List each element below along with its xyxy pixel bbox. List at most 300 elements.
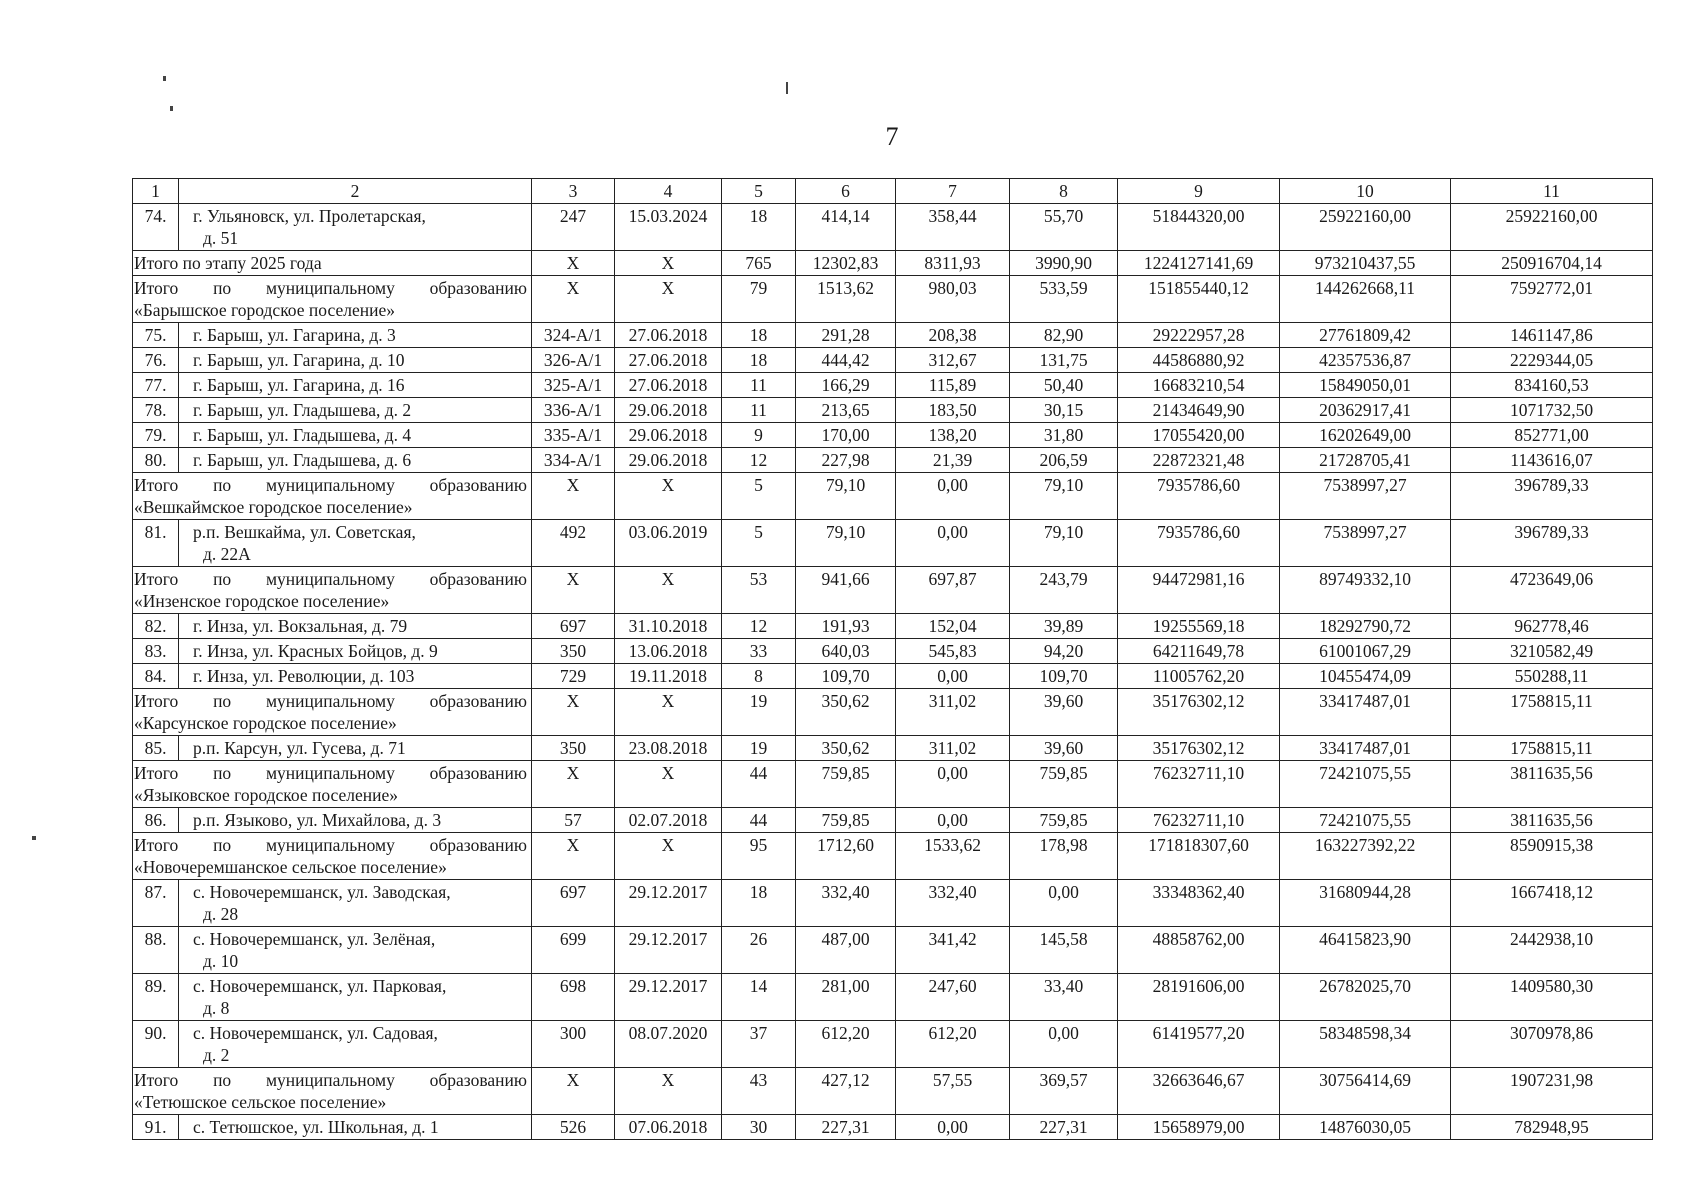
cell-date: 29.06.2018 xyxy=(615,398,722,423)
cell-area-total: 281,00 xyxy=(796,974,896,1021)
cell-area-b: 79,10 xyxy=(1010,520,1118,567)
cell-number: 334-А/1 xyxy=(532,448,615,473)
cell-cost-fund: 18292790,72 xyxy=(1280,614,1451,639)
address-cell xyxy=(179,373,532,398)
cell-residents: 33 xyxy=(722,639,796,664)
cell-area-a: 332,40 xyxy=(896,880,1010,927)
cell-residents: 95 xyxy=(722,833,796,880)
cell-date: 02.07.2018 xyxy=(615,808,722,833)
table-row xyxy=(133,348,1653,373)
cell-cost-total: 61419577,20 xyxy=(1118,1021,1280,1068)
total-label-word: Итого xyxy=(134,569,179,589)
cell-area-total: 166,29 xyxy=(796,373,896,398)
cell-date: 29.06.2018 xyxy=(615,423,722,448)
cell-cost-local: 2229344,05 xyxy=(1451,348,1653,373)
cell-area-a: 0,00 xyxy=(896,520,1010,567)
cell-area-total: 444,42 xyxy=(796,348,896,373)
address-cell xyxy=(179,1115,532,1140)
cell-area-a: 311,02 xyxy=(896,736,1010,761)
cell-residents: 79 xyxy=(722,276,796,323)
cell-area-total: 1513,62 xyxy=(796,276,896,323)
column-number-4: 4 xyxy=(615,179,722,204)
cell-residents: 11 xyxy=(722,398,796,423)
row-number: 80. xyxy=(133,448,179,473)
column-number-7: 7 xyxy=(896,179,1010,204)
cell-cost-total: 32663646,67 xyxy=(1118,1068,1280,1115)
cell-cost-total: 76232711,10 xyxy=(1118,808,1280,833)
table-body xyxy=(133,179,1653,1140)
table-row xyxy=(133,639,1653,664)
cell-area-a: 183,50 xyxy=(896,398,1010,423)
municipality-name: «Карсунское городское поселение» xyxy=(134,713,397,733)
cell-date: 27.06.2018 xyxy=(615,323,722,348)
cell-cost-local: 3811635,56 xyxy=(1451,808,1653,833)
address-line-2: д. 8 xyxy=(203,998,230,1018)
cell-number: 325-А/1 xyxy=(532,373,615,398)
cell-area-a: 311,02 xyxy=(896,689,1010,736)
address-line-2: д. 28 xyxy=(203,904,239,924)
cell-area-b: 39,60 xyxy=(1010,736,1118,761)
cell-cost-total: 76232711,10 xyxy=(1118,761,1280,808)
address-line-1: с. Новочеремшанск, ул. Заводская, xyxy=(193,882,451,902)
cell-date: 19.11.2018 xyxy=(615,664,722,689)
cell-number: X xyxy=(532,833,615,880)
cell-date: 15.03.2024 xyxy=(615,204,722,251)
cell-area-b: 206,59 xyxy=(1010,448,1118,473)
cell-residents: 18 xyxy=(722,204,796,251)
cell-area-a: 980,03 xyxy=(896,276,1010,323)
cell-area-a: 0,00 xyxy=(896,1115,1010,1140)
cell-area-b: 55,70 xyxy=(1010,204,1118,251)
cell-area-a: 138,20 xyxy=(896,423,1010,448)
address-cell xyxy=(179,880,532,927)
cell-number: 698 xyxy=(532,974,615,1021)
total-label-word: по xyxy=(213,835,232,855)
table-row xyxy=(133,614,1653,639)
cell-cost-total: 35176302,12 xyxy=(1118,736,1280,761)
cell-cost-fund: 33417487,01 xyxy=(1280,736,1451,761)
address-line-1: с. Новочеремшанск, ул. Садовая, xyxy=(193,1023,438,1043)
cell-cost-local: 250916704,14 xyxy=(1451,251,1653,276)
cell-area-b: 0,00 xyxy=(1010,880,1118,927)
row-number: 91. xyxy=(133,1115,179,1140)
cell-area-total: 213,65 xyxy=(796,398,896,423)
row-number: 79. xyxy=(133,423,179,448)
cell-cost-local: 3210582,49 xyxy=(1451,639,1653,664)
cell-cost-total: 11005762,20 xyxy=(1118,664,1280,689)
total-label-word: образованию xyxy=(429,691,527,711)
page-number: 7 xyxy=(885,122,899,151)
cell-cost-total: 19255569,18 xyxy=(1118,614,1280,639)
municipality-total-row xyxy=(133,833,1653,880)
table-row xyxy=(133,880,1653,927)
total-label-word: муниципальному xyxy=(265,691,395,711)
cell-residents: 19 xyxy=(722,736,796,761)
total-label-word: по xyxy=(213,691,232,711)
cell-area-a: 208,38 xyxy=(896,323,1010,348)
cell-cost-fund: 33417487,01 xyxy=(1280,689,1451,736)
cell-cost-total: 15658979,00 xyxy=(1118,1115,1280,1140)
cell-cost-total: 151855440,12 xyxy=(1118,276,1280,323)
cell-residents: 30 xyxy=(722,1115,796,1140)
address-line-2: д. 10 xyxy=(203,951,239,971)
scan-speck xyxy=(163,76,166,81)
cell-cost-local: 852771,00 xyxy=(1451,423,1653,448)
cell-number: 526 xyxy=(532,1115,615,1140)
cell-cost-local: 1907231,98 xyxy=(1451,1068,1653,1115)
column-number-header-row xyxy=(133,179,1653,204)
cell-cost-total: 171818307,60 xyxy=(1118,833,1280,880)
cell-cost-local: 8590915,38 xyxy=(1451,833,1653,880)
cell-residents: 18 xyxy=(722,880,796,927)
municipality-total-label xyxy=(133,1068,532,1115)
column-number-2: 2 xyxy=(179,179,532,204)
cell-cost-local: 1758815,11 xyxy=(1451,736,1653,761)
cell-cost-local: 1667418,12 xyxy=(1451,880,1653,927)
cell-cost-total: 28191606,00 xyxy=(1118,974,1280,1021)
total-label-word: образованию xyxy=(429,278,527,298)
cell-area-b: 31,80 xyxy=(1010,423,1118,448)
municipality-total-label xyxy=(133,833,532,880)
total-label-word: муниципальному xyxy=(265,763,395,783)
cell-cost-total: 33348362,40 xyxy=(1118,880,1280,927)
municipality-total-label xyxy=(133,276,532,323)
cell-date: X xyxy=(615,1068,722,1115)
cell-number: 336-А/1 xyxy=(532,398,615,423)
row-number: 76. xyxy=(133,348,179,373)
address-line-1: р.п. Вешкайма, ул. Советская, xyxy=(193,522,416,542)
cell-cost-local: 7592772,01 xyxy=(1451,276,1653,323)
cell-area-total: 759,85 xyxy=(796,808,896,833)
cell-number: 492 xyxy=(532,520,615,567)
cell-area-total: 640,03 xyxy=(796,639,896,664)
cell-residents: 12 xyxy=(722,448,796,473)
cell-cost-total: 35176302,12 xyxy=(1118,689,1280,736)
total-label-word: образованию xyxy=(429,569,527,589)
cell-cost-fund: 7538997,27 xyxy=(1280,520,1451,567)
cell-date: X xyxy=(615,251,722,276)
table-row xyxy=(133,520,1653,567)
total-label-word: муниципальному xyxy=(265,475,395,495)
address-cell xyxy=(179,614,532,639)
cell-cost-total: 1224127141,69 xyxy=(1118,251,1280,276)
address-cell xyxy=(179,736,532,761)
address-line-2: д. 51 xyxy=(203,228,239,248)
address-line-1: г. Барыш, ул. Гладышева, д. 2 xyxy=(193,400,412,420)
cell-cost-fund: 7538997,27 xyxy=(1280,473,1451,520)
cell-area-a: 545,83 xyxy=(896,639,1010,664)
table-row xyxy=(133,1115,1653,1140)
cell-cost-fund: 14876030,05 xyxy=(1280,1115,1451,1140)
cell-residents: 12 xyxy=(722,614,796,639)
cell-cost-local: 1409580,30 xyxy=(1451,974,1653,1021)
column-number-3: 3 xyxy=(532,179,615,204)
cell-number: 350 xyxy=(532,736,615,761)
cell-residents: 43 xyxy=(722,1068,796,1115)
cell-area-a: 8311,93 xyxy=(896,251,1010,276)
address-cell xyxy=(179,639,532,664)
cell-number: 300 xyxy=(532,1021,615,1068)
cell-residents: 19 xyxy=(722,689,796,736)
cell-area-a: 0,00 xyxy=(896,761,1010,808)
column-number-8: 8 xyxy=(1010,179,1118,204)
cell-area-a: 247,60 xyxy=(896,974,1010,1021)
cell-area-b: 50,40 xyxy=(1010,373,1118,398)
cell-area-b: 227,31 xyxy=(1010,1115,1118,1140)
cell-area-total: 612,20 xyxy=(796,1021,896,1068)
cell-cost-local: 1071732,50 xyxy=(1451,398,1653,423)
cell-area-b: 94,20 xyxy=(1010,639,1118,664)
cell-area-a: 57,55 xyxy=(896,1068,1010,1115)
cell-cost-fund: 16202649,00 xyxy=(1280,423,1451,448)
address-line-2: д. 22А xyxy=(203,544,251,564)
cell-residents: 11 xyxy=(722,373,796,398)
address-line-1: г. Инза, ул. Красных Бойцов, д. 9 xyxy=(193,641,438,661)
municipality-total-row xyxy=(133,473,1653,520)
scan-speck xyxy=(32,836,36,840)
cell-area-b: 39,89 xyxy=(1010,614,1118,639)
cell-date: X xyxy=(615,567,722,614)
cell-area-total: 227,98 xyxy=(796,448,896,473)
cell-cost-local: 1758815,11 xyxy=(1451,689,1653,736)
cell-cost-fund: 21728705,41 xyxy=(1280,448,1451,473)
total-label-word: Итого xyxy=(134,278,179,298)
cell-area-total: 427,12 xyxy=(796,1068,896,1115)
total-label-word: Итого xyxy=(134,691,179,711)
cell-date: 13.06.2018 xyxy=(615,639,722,664)
municipality-name: «Барышское городское поселение» xyxy=(134,300,395,320)
cell-date: X xyxy=(615,689,722,736)
address-line-1: г. Инза, ул. Вокзальная, д. 79 xyxy=(193,616,408,636)
cell-area-total: 414,14 xyxy=(796,204,896,251)
cell-number: 57 xyxy=(532,808,615,833)
cell-area-total: 109,70 xyxy=(796,664,896,689)
cell-residents: 14 xyxy=(722,974,796,1021)
cell-area-b: 33,40 xyxy=(1010,974,1118,1021)
cell-area-b: 0,00 xyxy=(1010,1021,1118,1068)
row-number: 88. xyxy=(133,927,179,974)
column-number-9: 9 xyxy=(1118,179,1280,204)
address-cell xyxy=(179,927,532,974)
cell-cost-total: 7935786,60 xyxy=(1118,473,1280,520)
cell-number: X xyxy=(532,567,615,614)
cell-date: 29.12.2017 xyxy=(615,974,722,1021)
cell-cost-total: 48858762,00 xyxy=(1118,927,1280,974)
table-row xyxy=(133,423,1653,448)
cell-date: 29.12.2017 xyxy=(615,927,722,974)
cell-residents: 26 xyxy=(722,927,796,974)
cell-cost-fund: 25922160,00 xyxy=(1280,204,1451,251)
cell-area-total: 12302,83 xyxy=(796,251,896,276)
cell-area-b: 39,60 xyxy=(1010,689,1118,736)
cell-area-a: 1533,62 xyxy=(896,833,1010,880)
cell-residents: 8 xyxy=(722,664,796,689)
cell-date: X xyxy=(615,276,722,323)
cell-date: 23.08.2018 xyxy=(615,736,722,761)
address-line-1: г. Барыш, ул. Гагарина, д. 3 xyxy=(193,325,396,345)
table-row xyxy=(133,323,1653,348)
cell-area-b: 3990,90 xyxy=(1010,251,1118,276)
cell-residents: 9 xyxy=(722,423,796,448)
cell-date: 29.12.2017 xyxy=(615,880,722,927)
cell-area-a: 358,44 xyxy=(896,204,1010,251)
stage-total-label: Итого по этапу 2025 года xyxy=(133,251,532,276)
row-number: 90. xyxy=(133,1021,179,1068)
cell-area-total: 1712,60 xyxy=(796,833,896,880)
address-line-1: с. Тетюшское, ул. Школьная, д. 1 xyxy=(193,1117,439,1137)
municipality-name: «Вешкаймское городское поселение» xyxy=(134,497,413,517)
table-row xyxy=(133,448,1653,473)
total-label-word: Итого xyxy=(134,835,179,855)
cell-date: 27.06.2018 xyxy=(615,373,722,398)
cell-date: 08.07.2020 xyxy=(615,1021,722,1068)
cell-cost-total: 94472981,16 xyxy=(1118,567,1280,614)
cell-cost-fund: 42357536,87 xyxy=(1280,348,1451,373)
cell-residents: 18 xyxy=(722,323,796,348)
cell-cost-total: 7935786,60 xyxy=(1118,520,1280,567)
municipality-total-row xyxy=(133,276,1653,323)
address-cell xyxy=(179,974,532,1021)
cell-date: 31.10.2018 xyxy=(615,614,722,639)
cell-cost-local: 3070978,86 xyxy=(1451,1021,1653,1068)
cell-area-a: 312,67 xyxy=(896,348,1010,373)
cell-residents: 5 xyxy=(722,473,796,520)
municipality-total-row xyxy=(133,567,1653,614)
column-number-1: 1 xyxy=(133,179,179,204)
cell-area-b: 533,59 xyxy=(1010,276,1118,323)
cell-residents: 5 xyxy=(722,520,796,567)
column-number-5: 5 xyxy=(722,179,796,204)
address-line-1: г. Барыш, ул. Гагарина, д. 10 xyxy=(193,350,405,370)
address-line-1: г. Ульяновск, ул. Пролетарская, xyxy=(193,206,426,226)
row-number: 86. xyxy=(133,808,179,833)
cell-area-b: 79,10 xyxy=(1010,473,1118,520)
address-line-1: с. Новочеремшанск, ул. Зелёная, xyxy=(193,929,436,949)
cell-date: X xyxy=(615,833,722,880)
cell-area-b: 243,79 xyxy=(1010,567,1118,614)
cell-number: 699 xyxy=(532,927,615,974)
total-label-word: образованию xyxy=(429,1070,527,1090)
cell-area-b: 82,90 xyxy=(1010,323,1118,348)
cell-number: 697 xyxy=(532,614,615,639)
cell-residents: 53 xyxy=(722,567,796,614)
cell-area-total: 350,62 xyxy=(796,736,896,761)
cell-area-total: 79,10 xyxy=(796,520,896,567)
municipality-name: «Языковское городское поселение» xyxy=(134,785,399,805)
cell-number: 729 xyxy=(532,664,615,689)
cell-cost-local: 2442938,10 xyxy=(1451,927,1653,974)
cell-number: X xyxy=(532,761,615,808)
total-label-word: Итого xyxy=(134,1070,179,1090)
cell-area-b: 109,70 xyxy=(1010,664,1118,689)
cell-cost-local: 1143616,07 xyxy=(1451,448,1653,473)
total-label-word: муниципальному xyxy=(265,278,395,298)
row-number: 77. xyxy=(133,373,179,398)
cell-area-a: 115,89 xyxy=(896,373,1010,398)
address-line-1: г. Барыш, ул. Гладышева, д. 4 xyxy=(193,425,412,445)
cell-cost-total: 22872321,48 xyxy=(1118,448,1280,473)
table-row xyxy=(133,974,1653,1021)
cell-cost-fund: 163227392,22 xyxy=(1280,833,1451,880)
address-line-1: г. Барыш, ул. Гагарина, д. 16 xyxy=(193,375,405,395)
total-label-word: по xyxy=(213,1070,232,1090)
table-row xyxy=(133,736,1653,761)
cell-residents: 18 xyxy=(722,348,796,373)
cell-residents: 44 xyxy=(722,761,796,808)
cell-area-total: 191,93 xyxy=(796,614,896,639)
table-row xyxy=(133,664,1653,689)
total-label-word: муниципальному xyxy=(265,835,395,855)
row-number: 83. xyxy=(133,639,179,664)
cell-date: 29.06.2018 xyxy=(615,448,722,473)
cell-area-b: 30,15 xyxy=(1010,398,1118,423)
cell-number: X xyxy=(532,251,615,276)
total-label-word: по xyxy=(213,475,232,495)
cell-cost-local: 396789,33 xyxy=(1451,520,1653,567)
row-number: 89. xyxy=(133,974,179,1021)
cell-cost-local: 782948,95 xyxy=(1451,1115,1653,1140)
cell-cost-local: 550288,11 xyxy=(1451,664,1653,689)
address-line-2: д. 2 xyxy=(203,1045,230,1065)
cell-cost-total: 21434649,90 xyxy=(1118,398,1280,423)
municipality-total-row xyxy=(133,689,1653,736)
cell-area-total: 170,00 xyxy=(796,423,896,448)
cell-area-b: 145,58 xyxy=(1010,927,1118,974)
municipality-name: «Новочеремшанское сельское поселение» xyxy=(134,857,447,877)
table-row xyxy=(133,1021,1653,1068)
column-number-11: 11 xyxy=(1451,179,1653,204)
total-label-word: по xyxy=(213,569,232,589)
row-number: 74. xyxy=(133,204,179,251)
total-label-word: образованию xyxy=(429,475,527,495)
cell-cost-fund: 46415823,90 xyxy=(1280,927,1451,974)
total-label-word: Итого xyxy=(134,763,179,783)
cell-cost-fund: 26782025,70 xyxy=(1280,974,1451,1021)
cell-area-total: 332,40 xyxy=(796,880,896,927)
address-cell xyxy=(179,323,532,348)
cell-number: 335-А/1 xyxy=(532,423,615,448)
total-label-word: муниципальному xyxy=(265,569,395,589)
cell-number: 697 xyxy=(532,880,615,927)
cell-area-a: 21,39 xyxy=(896,448,1010,473)
total-label-word: по xyxy=(213,763,232,783)
row-number: 75. xyxy=(133,323,179,348)
cell-number: 326-А/1 xyxy=(532,348,615,373)
column-number-10: 10 xyxy=(1280,179,1451,204)
cell-cost-fund: 31680944,28 xyxy=(1280,880,1451,927)
cell-cost-fund: 30756414,69 xyxy=(1280,1068,1451,1115)
address-cell xyxy=(179,808,532,833)
cell-number: 247 xyxy=(532,204,615,251)
cell-cost-local: 1461147,86 xyxy=(1451,323,1653,348)
address-cell xyxy=(179,448,532,473)
address-line-1: с. Новочеремшанск, ул. Парковая, xyxy=(193,976,447,996)
cell-cost-fund: 973210437,55 xyxy=(1280,251,1451,276)
data-table xyxy=(132,178,1653,1140)
municipality-name: «Тетюшское сельское поселение» xyxy=(134,1092,387,1112)
cell-date: X xyxy=(615,761,722,808)
total-label-word: муниципальному xyxy=(265,1070,395,1090)
row-number: 78. xyxy=(133,398,179,423)
cell-area-total: 227,31 xyxy=(796,1115,896,1140)
row-number: 81. xyxy=(133,520,179,567)
table-row xyxy=(133,204,1653,251)
municipality-total-label xyxy=(133,567,532,614)
table-row xyxy=(133,373,1653,398)
table-row xyxy=(133,398,1653,423)
cell-cost-local: 834160,53 xyxy=(1451,373,1653,398)
cell-area-b: 369,57 xyxy=(1010,1068,1118,1115)
